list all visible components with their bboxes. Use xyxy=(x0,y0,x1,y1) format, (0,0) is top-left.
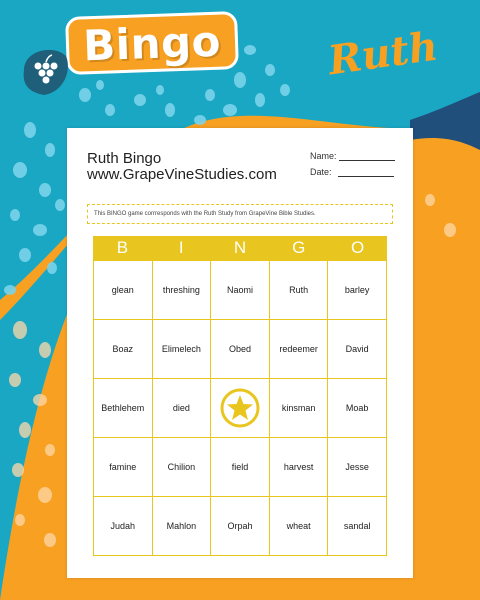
bingo-cell[interactable]: harvest xyxy=(270,438,329,497)
bingo-cell[interactable]: Chilion xyxy=(153,438,212,497)
bingo-cell[interactable]: threshing xyxy=(153,261,212,320)
bingo-cell[interactable]: Bethlehem xyxy=(94,379,153,438)
bingo-cell[interactable]: Obed xyxy=(211,320,270,379)
bingo-cell[interactable]: Ruth xyxy=(270,261,329,320)
header-letter: I xyxy=(178,238,184,257)
header-letter: B xyxy=(116,238,129,257)
free-space-cell[interactable] xyxy=(211,379,270,438)
bingo-cell[interactable]: Orpah xyxy=(211,497,270,556)
header-letter: G xyxy=(292,238,306,257)
bingo-cell[interactable]: sandal xyxy=(328,497,387,556)
bingo-header xyxy=(93,236,387,260)
date-label: Date: xyxy=(310,167,332,177)
banner-title: Bingo xyxy=(82,16,222,70)
bingo-cell[interactable]: died xyxy=(153,379,212,438)
bingo-cell[interactable]: kinsman xyxy=(270,379,329,438)
header-letter: N xyxy=(233,238,247,257)
name-line[interactable] xyxy=(339,150,395,161)
name-field[interactable] xyxy=(310,150,395,161)
bingo-cell[interactable]: glean xyxy=(94,261,153,320)
bingo-cell[interactable]: famine xyxy=(94,438,153,497)
document-title: Ruth Bingo xyxy=(87,150,162,167)
bingo-cell[interactable]: Moab xyxy=(328,379,387,438)
date-line[interactable] xyxy=(338,166,394,177)
name-label: Name: xyxy=(310,151,337,161)
bingo-cell[interactable]: Elimelech xyxy=(153,320,212,379)
bingo-cell[interactable]: Judah xyxy=(94,497,153,556)
header-letter: O xyxy=(350,238,365,257)
bingo-cell[interactable]: Mahlon xyxy=(153,497,212,556)
study-title: Ruth xyxy=(325,22,441,84)
title-banner xyxy=(65,11,239,75)
bingo-grid xyxy=(93,236,387,556)
bingo-cell[interactable]: wheat xyxy=(270,497,329,556)
bingo-cell[interactable]: barley xyxy=(328,261,387,320)
star-icon xyxy=(220,388,260,428)
bingo-cell[interactable]: David xyxy=(328,320,387,379)
bingo-cell[interactable]: Naomi xyxy=(211,261,270,320)
bingo-cell[interactable]: redeemer xyxy=(270,320,329,379)
bingo-cells xyxy=(93,260,387,556)
bingo-sheet xyxy=(67,128,413,578)
bingo-cell[interactable]: field xyxy=(211,438,270,497)
date-field[interactable] xyxy=(310,166,394,177)
grape-icon xyxy=(14,40,74,100)
document-url: www.GrapeVineStudies.com xyxy=(87,166,277,183)
study-note: This BINGO game corrresponds with the Ruth Study from GrapeVine Bible Studies. xyxy=(87,204,393,224)
bingo-cell[interactable]: Boaz xyxy=(94,320,153,379)
bingo-cell[interactable]: Jesse xyxy=(328,438,387,497)
